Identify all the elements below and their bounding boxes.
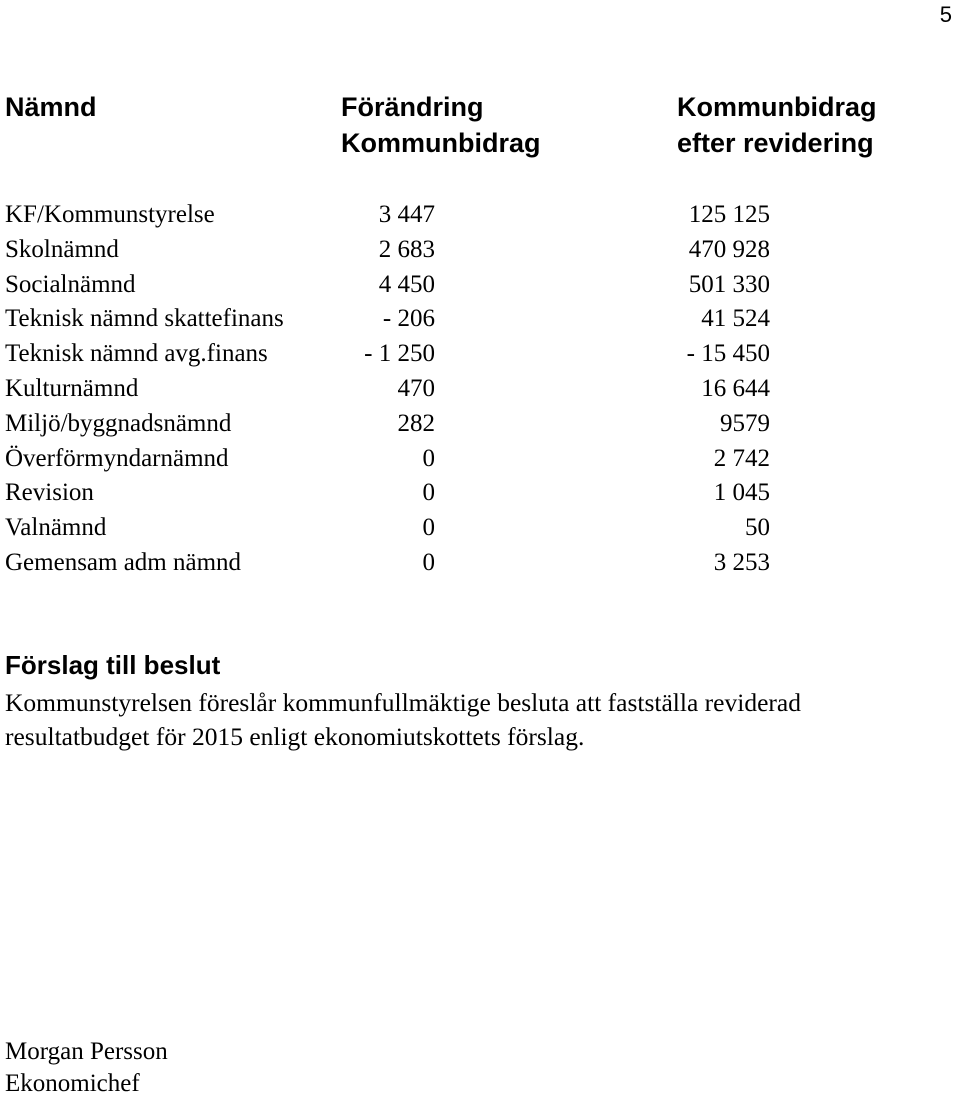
table-row (0, 511, 960, 546)
row-after: 50 (745, 514, 770, 542)
row-after: 470 928 (688, 235, 770, 263)
table-row (0, 546, 960, 581)
column-header-efter-revidering (677, 89, 877, 161)
row-after: 3 253 (713, 548, 770, 576)
column-header-efter-revidering-line1: Kommunbidrag (677, 92, 877, 122)
table-row (0, 442, 960, 477)
row-after: 41 524 (701, 305, 770, 333)
table-row (0, 268, 960, 303)
column-header-efter-revidering-line2: efter revidering (677, 128, 874, 158)
column-header-forandring (341, 89, 541, 161)
proposal-heading: Förslag till beslut (5, 650, 221, 680)
row-name: Valnämnd (5, 514, 107, 542)
row-change: 2 683 (378, 235, 435, 263)
column-header-namnd: Nämnd (5, 92, 97, 122)
row-change: 0 (422, 514, 435, 542)
row-name: Kulturnämnd (5, 374, 139, 402)
row-after: 2 742 (713, 444, 770, 472)
row-change: 470 (397, 374, 435, 402)
row-change: - 1 250 (364, 340, 435, 368)
row-after: 125 125 (688, 201, 770, 228)
row-change: 3 447 (378, 201, 435, 228)
signature-role: Ekonomichef (5, 1070, 140, 1097)
table-row (0, 476, 960, 511)
proposal-line: resultatbudget för 2015 enligt ekonomiutskottets förslag. (5, 722, 585, 751)
row-name: Socialnämnd (5, 270, 136, 298)
table-row (0, 233, 960, 268)
column-header-forandring-line2: Kommunbidrag (341, 128, 541, 158)
row-name: Överförmyndarnämnd (5, 444, 229, 472)
row-name: Revision (5, 479, 94, 507)
row-after: 16 644 (701, 374, 770, 402)
column-header-forandring-line1: Förändring (341, 92, 484, 122)
row-after: 9579 (720, 409, 770, 437)
page-number: 5 (939, 2, 952, 27)
table-row (0, 198, 960, 233)
proposal-paragraph (5, 686, 955, 754)
row-change: 0 (422, 479, 435, 507)
row-after: 1 045 (713, 479, 770, 507)
row-name: Miljö/byggnadsnämnd (5, 409, 232, 437)
table-row (0, 372, 960, 407)
row-change: 0 (422, 548, 435, 576)
row-name: KF/Kommunstyrelse (5, 201, 215, 228)
row-name: Skolnämnd (5, 235, 119, 263)
signature-name: Morgan Persson (5, 1038, 168, 1065)
row-name: Teknisk nämnd avg.finans (5, 340, 268, 368)
row-change: 282 (397, 409, 435, 437)
proposal-line: Kommunstyrelsen föreslår kommunfullmäktige besluta att fastställa reviderad (5, 688, 801, 717)
budget-table (0, 198, 960, 581)
table-row (0, 302, 960, 337)
row-after: - 15 450 (686, 340, 770, 368)
table-row (0, 337, 960, 372)
signature-block (5, 1036, 168, 1100)
row-change: 0 (422, 444, 435, 472)
table-row (0, 407, 960, 442)
row-name: Teknisk nämnd skattefinans (5, 305, 284, 333)
row-change: 4 450 (378, 270, 435, 298)
row-change: - 206 (382, 305, 435, 333)
row-name: Gemensam adm nämnd (5, 548, 242, 576)
row-after: 501 330 (688, 270, 770, 298)
